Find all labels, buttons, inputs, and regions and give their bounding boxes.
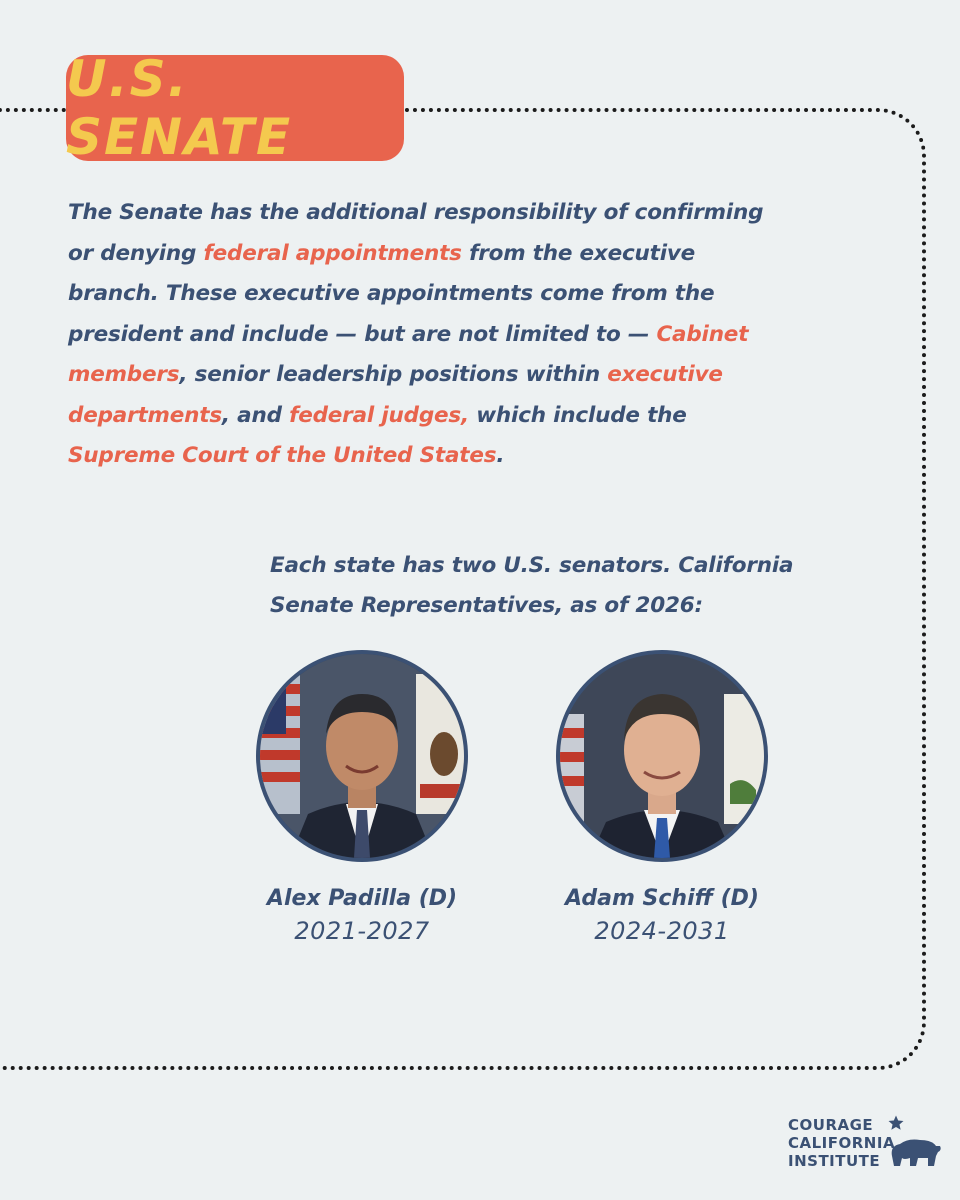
page-title: U.S. SENATE [66,50,293,166]
intro-text: from the executive branch. These executive appointments come from the president and include — but are not limited to — [68,240,715,347]
senators-caption: Each state has two U.S. senators. California Senate Representatives, as of 2026: [270,553,794,618]
senator-portrait [556,650,768,862]
intro-text: . [496,443,505,468]
highlight-term: Supreme Court of the United States [68,443,497,468]
highlight-term: federal appointments [203,240,462,266]
intro-text: , and [221,402,290,428]
courage-california-logo [788,1112,948,1176]
logo-line-1: COURAGE [788,1116,874,1134]
senator-portrait [256,650,468,862]
senator-card [242,650,482,945]
highlight-term: federal judges, [289,402,469,428]
senator-card [542,650,782,945]
intro-text: , senior leadership positions within [179,362,608,387]
senator-term: 2021-2027 [294,917,430,945]
intro-text: which include the [468,402,687,428]
star-icon [887,1114,905,1136]
intro-text: The Senate has the additional responsibility of confirming or denying [68,200,764,266]
intro-paragraph [68,193,788,477]
title-badge [66,50,404,166]
highlight-term: Cabinet members [68,321,749,387]
senator-name: Alex Padilla (D) [266,886,458,911]
bear-icon [888,1134,942,1174]
logo-line-3: INSTITUTE [788,1152,881,1170]
senator-term: 2024-2031 [594,917,730,945]
logo-line-2: CALIFORNIA [788,1134,896,1152]
senator-name: Adam Schiff (D) [565,886,759,911]
highlight-term: executive departments [68,362,723,428]
